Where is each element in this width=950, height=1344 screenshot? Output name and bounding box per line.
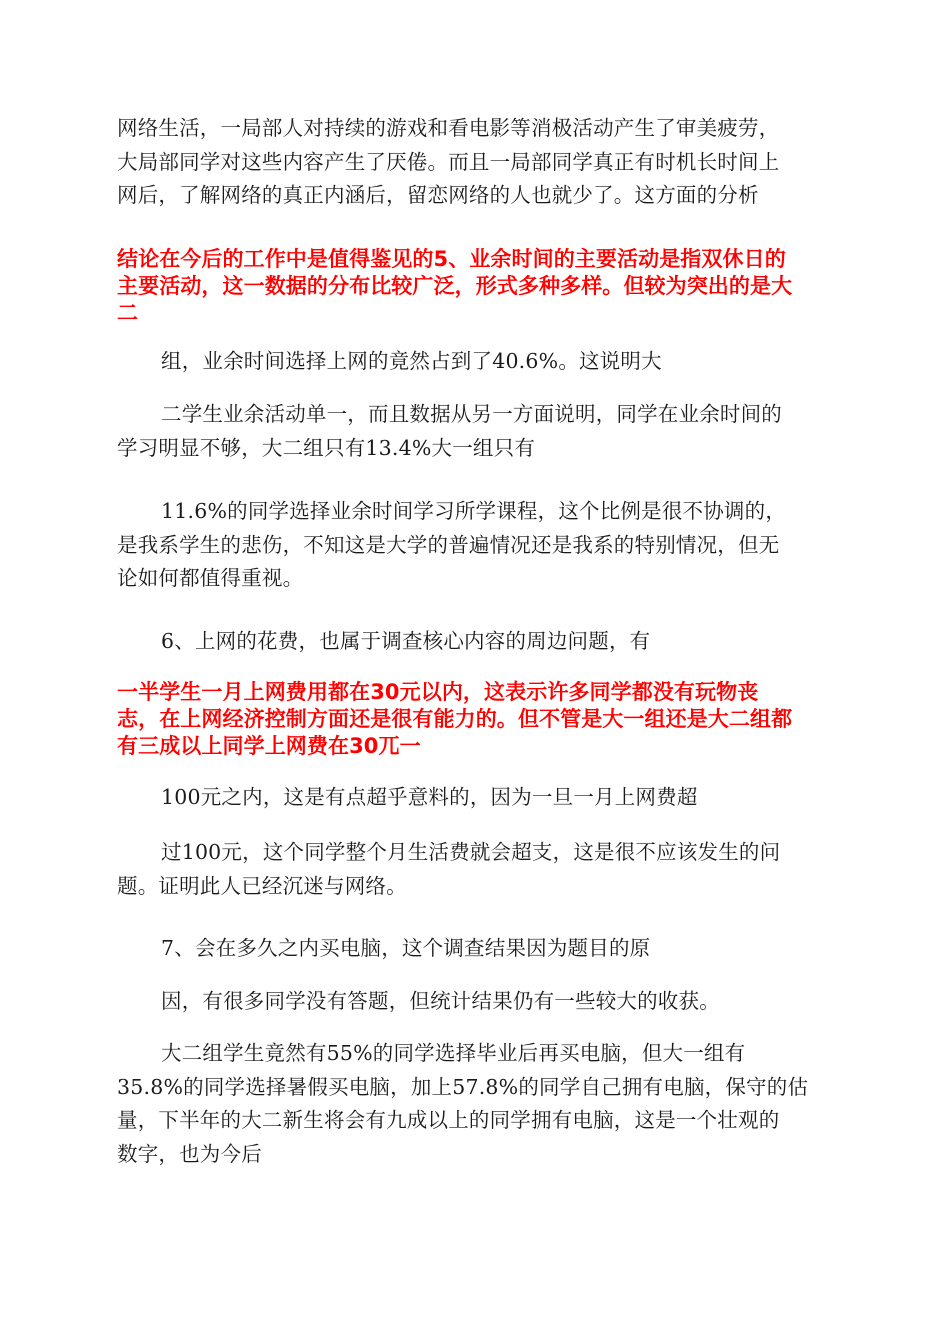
paragraph-sophomore-activities: 二学生业余活动单一，而且数据从另一方面说明，同学在业余时间的 学习明显不够，大二组只有13.4%大一组只有 (117, 402, 782, 460)
paragraph-online-ratio: 组，业余时间选择上网的竟然占到了40.6%。这说明大 (161, 349, 662, 373)
paragraph-study-ratio: 11.6%的同学选择业余时间学习所学课程，这个比例是很不协调的， 是我系学生的悲伤，不知这是大学的普遍情况还是我系的特别情况，但无 论如何都值得重视。 (117, 499, 787, 590)
paragraph-hundred-yuan: 100元之内，这是有点超乎意料的，因为一旦一月上网费超 (161, 785, 698, 809)
paragraph-overspend: 过100元，这个同学整个月生活费就会超支，这是很不应该发生的问 题。证明此人已经沉迷与网络。 (117, 840, 781, 898)
paragraph-online-cost: 6、上网的花费，也属于调查核心内容的周边问题，有 (161, 629, 651, 653)
paragraph-network-life: 网络生活，一局部人对持续的游戏和看电影等消极活动产生了审美疲劳， 大局部同学对这些内容产生了厌倦。而且一局部同学真正有时机长时间上 网后，了解网络的真正内涵后，留恋网络的人也就少了。这方面的分析 (117, 116, 780, 207)
paragraph-survey-result: 因，有很多同学没有答题，但统计结果仍有一些较大的收获。 (161, 989, 720, 1013)
paragraph-highlight-cost: 一半学生一月上网费用都在30元以内，这表示许多同学都没有玩物丧 志，在上网经济控制方面还是很有能力的。但不管是大一组还是大二组都 有三成以上同学上网费在30兀一 (117, 680, 793, 758)
paragraph-computer-ownership: 大二组学生竟然有55%的同学选择毕业后再买电脑，但大一组有 35.8%的同学选择暑假买电脑，加上57.8%的同学自己拥有电脑，保守的估 量，下半年的大二新生将会有九成以上的同学拥有电脑，这是一个壮观的 数字，也为今后 (117, 1041, 809, 1166)
paragraph-buy-computer: 7、会在多久之内买电脑，这个调查结果因为题目的原 (161, 936, 651, 960)
paragraph-highlight-leisure: 结论在今后的工作中是值得鉴见的5、业余时间的主要活动是指双休日的 主要活动，这一数据的分布比较广泛，形式多种多样。但较为突出的是大 二 (117, 247, 793, 325)
